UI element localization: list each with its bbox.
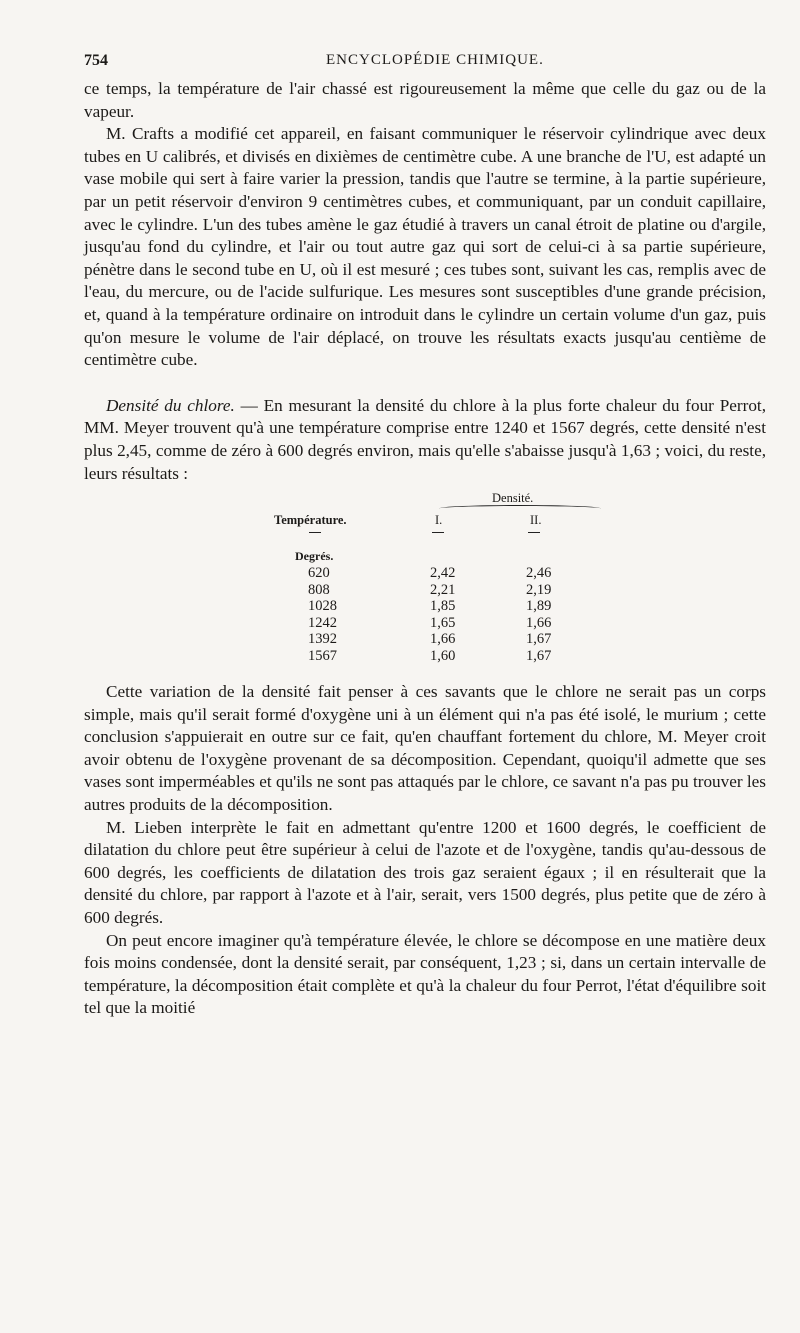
table-cell-density-i: 2,21 [430,581,456,598]
table-cell-density-ii: 1,66 [526,614,552,631]
table-header-i: I. [435,513,443,528]
table-cell-density-i: 1,65 [430,614,456,631]
section-text: — En mesurant la densité du chlore à la plus forte chaleur du four Perrot, MM. Meyer trouvent qu'à une température comprise entre 1240 et 1567 degrés, cette densité n'est plus 2,45, comme de zéro à 600 degrés environ, mais qu'elle s'abaisse jusqu'à 1,63 ; voici, du reste, leurs résultats : [84,395,766,483]
table-cell-density-ii: 1,67 [526,647,552,664]
paragraph: On peut encore imaginer qu'à température élevée, le chlore se décompose en une matière deux fois moins condensée, dont la densité serait, par conséquent, 1,23 ; si, dans un certain intervalle de température, la décomposition était complète et qu'à la chaleur du four Perrot, l'état d'équilibre soit tel que la moitié [84,930,766,1018]
table-header-temperature: Température. [274,513,347,528]
paragraph: M. Crafts a modifié cet appareil, en faisant communiquer le réservoir cylindrique avec deux tubes en U calibrés, et divisés en dixièmes de centimètre cube. A une branche de l'U, est adapté un vase mobile qui sert à faire varier la pression, tandis que l'autre se termine, à la partie supérieure, par un petit réservoir d'environ 9 centimètres cubes, et communiquant, par un conduit capillaire, avec le cylindre. L'un des tubes amène le gaz étudié à travers un canal étroit de platine ou d'argile, jusqu'au fond du cylindre, et l'air ou tout autre gaz qui sort de celui-ci à sa partie supérieure, pénètre dans le second tube en U, où il est mesuré ; ces tubes sont, suivant les cas, remplis avec de l'eau, du mercure, ou de l'acide sulfurique. Les mesures sont susceptibles d'une grande précision, et, quand à la température ordinaire on introduit dans le cylindre un certain volume d'un gaz, puis qu'on mesure le volume de l'air déplacé, on trouve les résultats exacts jusqu'au centième de centimètre cube. [84,124,766,370]
table-cell-density-ii: 2,46 [526,565,552,582]
table-body [84,565,766,664]
document-page [84,52,766,1020]
table-row [84,631,766,648]
table-cell-temperature: 1028 [308,598,337,615]
table-cell-density-i: 1,85 [430,598,456,615]
running-title: ENCYCLOPÉDIE CHIMIQUE. [326,52,544,68]
table-cell-density-i: 2,42 [430,565,456,582]
section-paragraph [84,395,766,485]
table-cell-temperature: 1392 [308,631,337,648]
table-cell-density-ii: 1,67 [526,631,552,648]
table-group-header: Densité. [492,491,534,506]
header-dash [528,532,540,533]
table-cell-density-i: 1,60 [430,647,456,664]
table-row [84,648,766,665]
table-row [84,582,766,599]
density-table [84,491,766,681]
table-header-ii: II. [530,513,542,528]
table-cell-temperature: 808 [308,581,330,598]
header-dash [432,532,444,533]
table-row [84,615,766,632]
table-row [84,598,766,615]
table-cell-density-ii: 2,19 [526,581,552,598]
text-block-bottom [84,681,766,1020]
table-cell-temperature: 1242 [308,614,337,631]
header-dash [309,532,321,533]
table-unit: Degrés. [295,549,334,564]
text-block-top [84,78,766,372]
brace-divider [439,505,601,512]
table-cell-temperature: 620 [308,565,330,582]
paragraph: M. Lieben interprète le fait en admettant qu'entre 1200 et 1600 degrés, le coefficient de dilatation du chlore peut être supérieur à celui de l'azote et de l'oxygène, tandis qu'au-dessous de 600 degrés, les coefficients de dilatation des trois gaz seraient égaux ; il en résulterait que la densité du chlore, par rapport à l'azote et à l'air, serait, vers 1500 degrés, plus petite que de zéro à 600 degrés. [84,817,766,928]
paragraph: ce temps, la température de l'air chassé est rigoureusement la même que celle du gaz ou de la vapeur. [84,79,766,121]
section-title: Densité du chlore. [106,395,235,415]
page-header [84,52,766,78]
table-row [84,565,766,582]
table-cell-temperature: 1567 [308,647,337,664]
table-cell-density-ii: 1,89 [526,598,552,615]
table-cell-density-i: 1,66 [430,631,456,648]
page-number: 754 [84,52,108,69]
paragraph: Cette variation de la densité fait penser à ces savants que le chlore ne serait pas un corps simple, mais qu'il serait formé d'oxygène uni à un élément qui n'a pas été isolé, le murium ; cette conclusion s'appuierait en outre sur ce fait, qu'en chauffant fortement du chlore, M. Meyer croit avoir obtenu de l'oxygène provenant de sa décomposition. Cependant, quoiqu'il admette que ses vases sont imperméables et qu'ils ne sont pas attaqués par le chlore, ce savant n'a pas pu trouver les autres produits de la décomposition. [84,682,766,815]
